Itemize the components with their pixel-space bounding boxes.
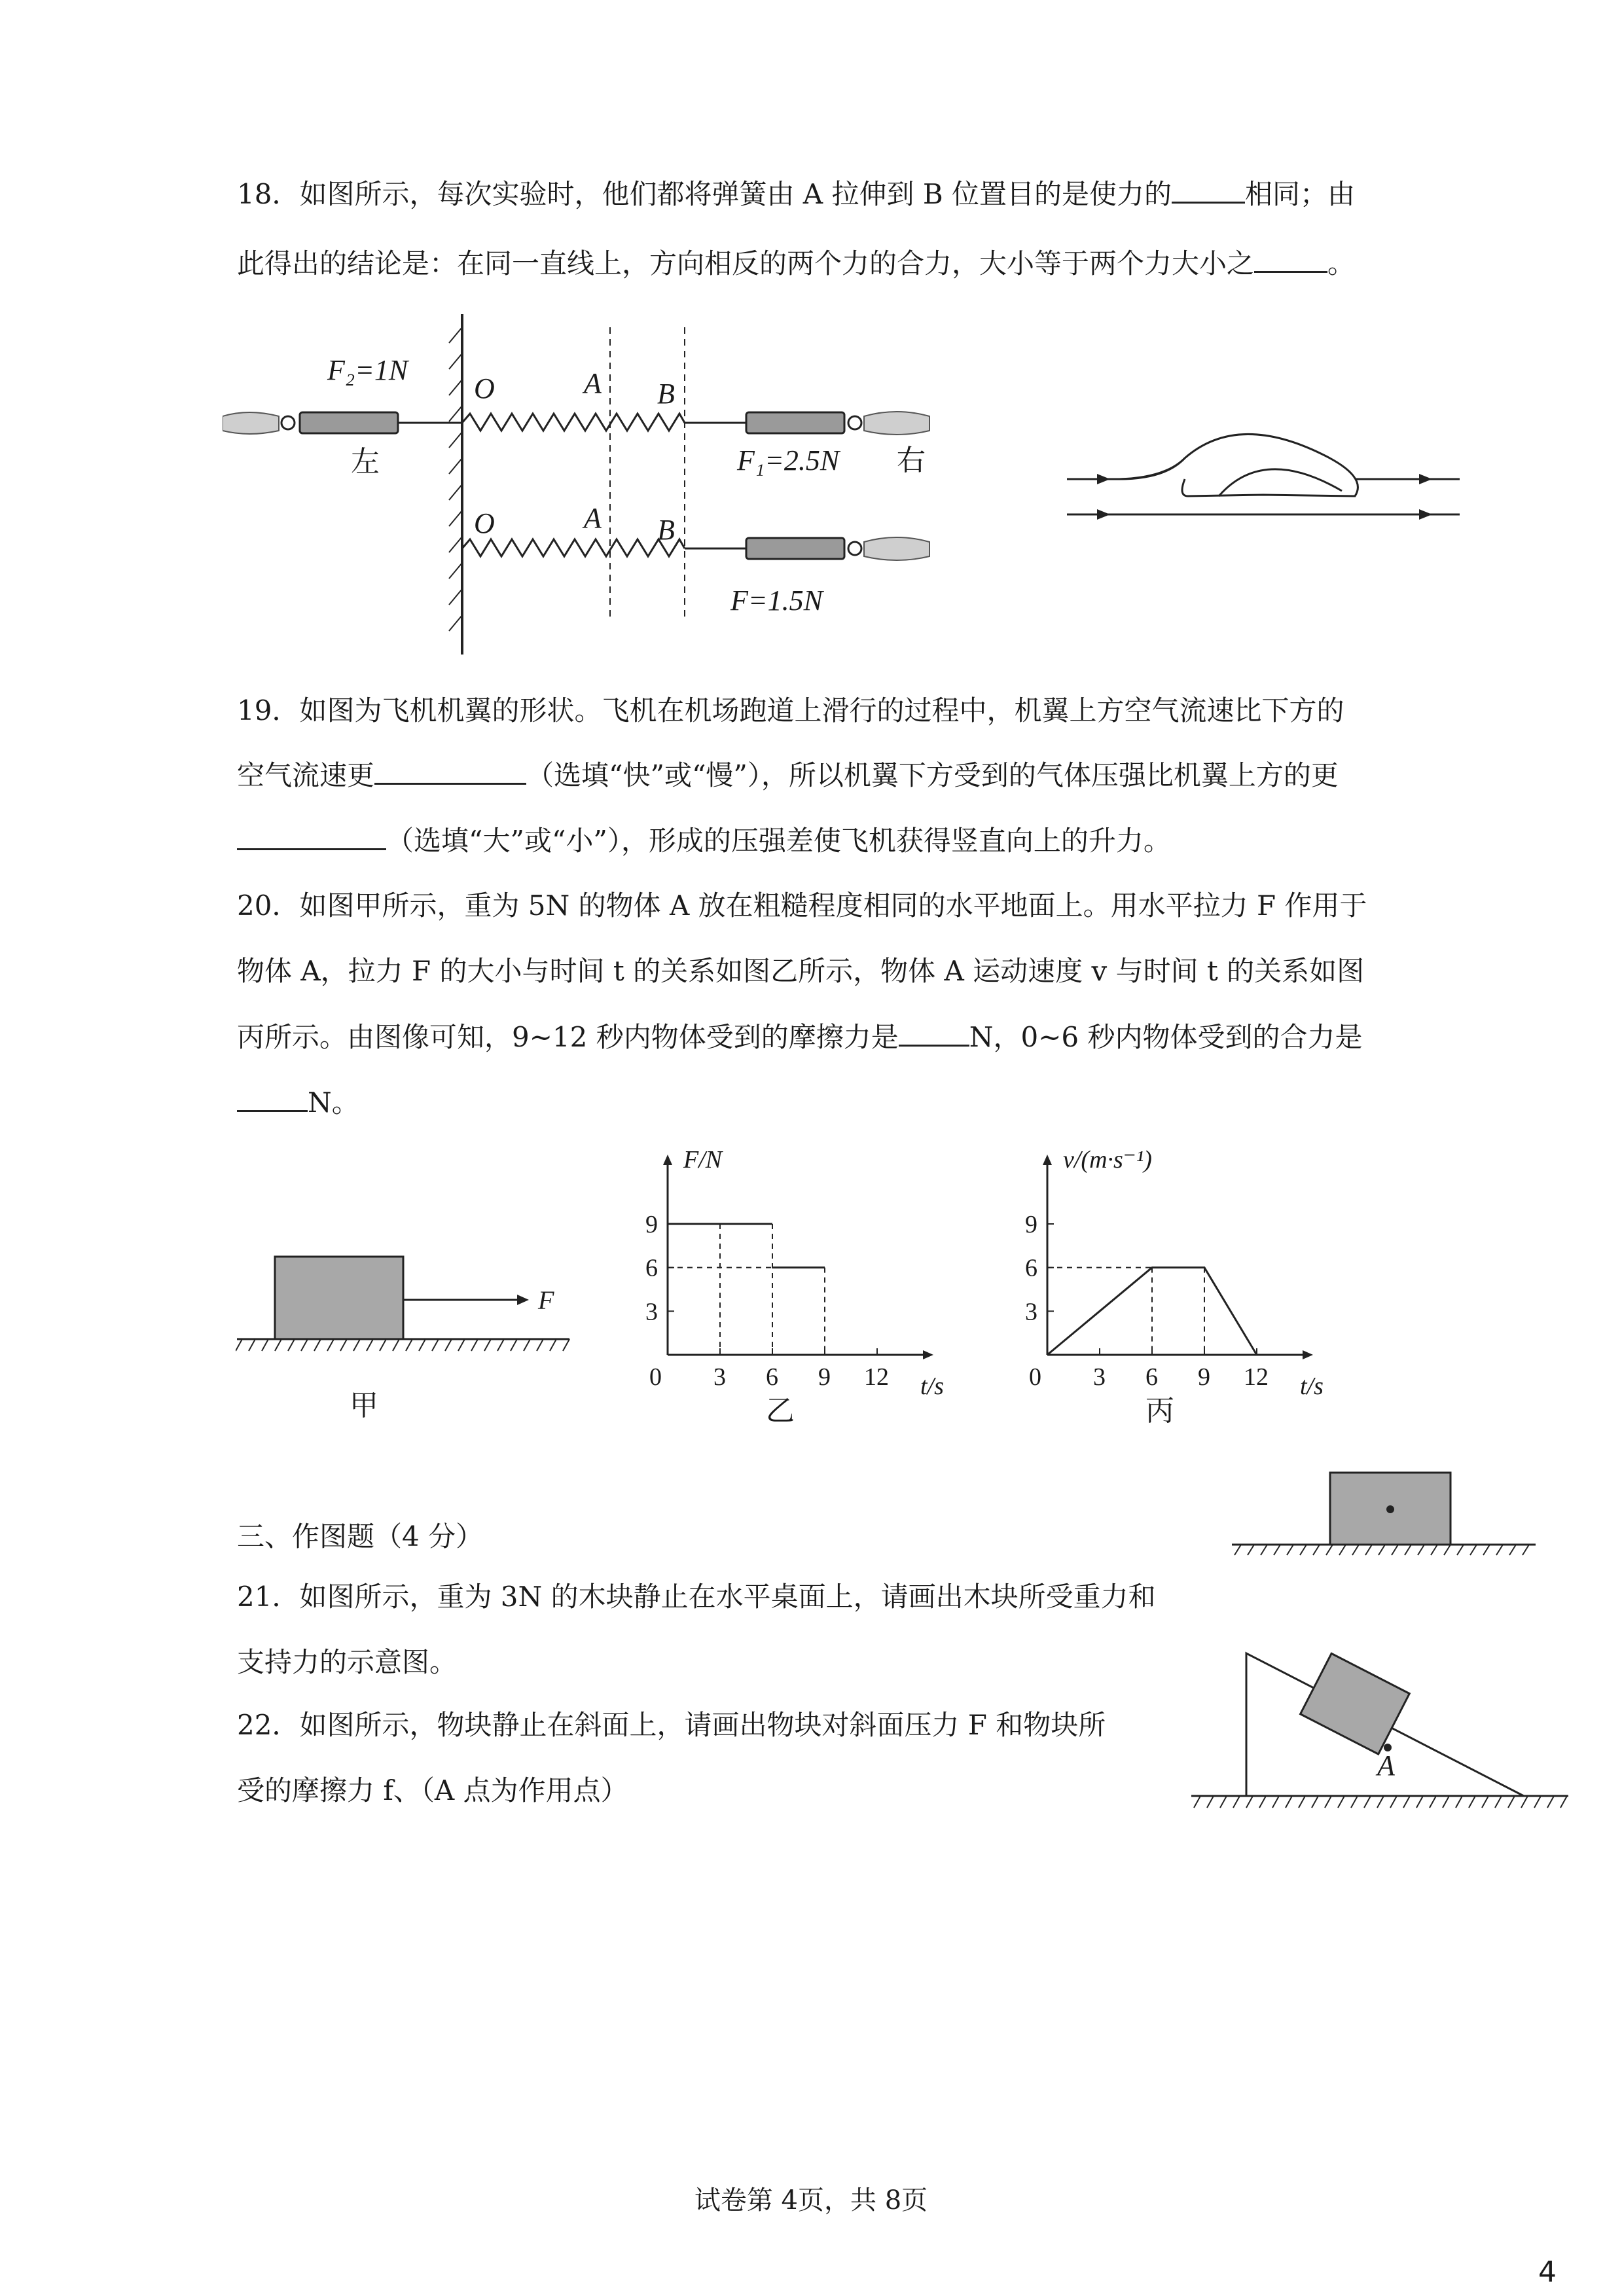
spring-experiment-figure — [223, 301, 956, 668]
y-axis-arrow — [1043, 1155, 1052, 1165]
x-tick-label: 0 — [1029, 1363, 1041, 1391]
chart-caption: 乙 — [766, 1395, 795, 1427]
q21-line2 — [237, 1644, 457, 1681]
q22-text-2: 受的摩擦力 f、（A 点为作用点） — [237, 1774, 628, 1806]
q22-text-1: 22．如图所示，物块静止在斜面上，请画出物块对斜面压力 F 和物块所 — [237, 1709, 1106, 1741]
caption-jia: 甲 — [350, 1390, 378, 1422]
x-tick-label: 0 — [649, 1363, 662, 1391]
q20-line1 — [237, 888, 1367, 924]
b-label-bottom: B — [657, 514, 675, 546]
y-tick-label: 3 — [645, 1298, 658, 1326]
y-axis-label: F/N — [683, 1146, 723, 1174]
q19-text-2b: （选填“快”或“慢”），所以机翼下方受到的气体压强比机翼上方的更 — [526, 759, 1339, 791]
figure-jia — [236, 1244, 589, 1427]
left-label: 左 — [351, 446, 380, 478]
q20-blank-1[interactable] — [899, 1018, 969, 1047]
q20-text-1: 20．如图甲所示，重为 5N 的物体 A 放在粗糙程度相同的水平地面上。用水平拉力 F 作用于 — [237, 889, 1367, 922]
q20-text-2: 物体 A，拉力 F 的大小与时间 t 的关系如图乙所示，物体 A 运动速度 v 与时间 t 的关系如图 — [237, 955, 1365, 987]
q18-blank-2[interactable] — [1254, 245, 1327, 273]
f1-label: F₁=2.5N — [737, 444, 840, 476]
incline-block — [1301, 1653, 1410, 1754]
page-footer: 试卷第 4页，共 8页 — [694, 2185, 928, 2215]
x-axis-arrow — [1303, 1350, 1313, 1359]
figure-q22 — [1191, 1636, 1571, 1833]
q22-line2 — [237, 1772, 628, 1809]
center-dot — [1386, 1505, 1394, 1513]
q20-text-3a: 丙所示。由图像可知，9~12 秒内物体受到的摩擦力是 — [237, 1021, 899, 1053]
q20-line4 — [237, 1084, 359, 1121]
chart-yi — [628, 1139, 995, 1427]
x-tick-label: 3 — [713, 1363, 726, 1391]
q18-text-1b: 相同；由 — [1245, 178, 1356, 210]
chart-bing — [1008, 1139, 1401, 1427]
q18-blank-1[interactable] — [1172, 175, 1245, 204]
y-tick-label: 9 — [645, 1211, 658, 1238]
x-tick-label: 9 — [818, 1363, 831, 1391]
q20-text-4b: N。 — [308, 1086, 359, 1119]
q19-text-3b: （选填“大”或“小”），形成的压强差使飞机获得竖直向上的升力。 — [386, 825, 1171, 857]
block-a — [275, 1257, 403, 1339]
a-label-top: A — [584, 367, 602, 399]
figure-q21 — [1231, 1466, 1538, 1558]
f2-label: F₂=1N — [327, 354, 408, 386]
q18-line2 — [237, 245, 1355, 282]
x-tick-label: 3 — [1093, 1363, 1106, 1391]
y-tick-label: 6 — [645, 1254, 658, 1282]
q19-blank-2[interactable] — [237, 822, 386, 850]
q20-text-3b: N，0~6 秒内物体受到的合力是 — [969, 1021, 1363, 1053]
wing-figure — [1067, 419, 1460, 537]
q19-text-1: 19．如图为飞机机翼的形状。飞机在机场跑道上滑行的过程中，机翼上方空气流速比下方的 — [237, 694, 1344, 726]
q18-text-2b: 。 — [1327, 247, 1356, 279]
q20-line2 — [237, 953, 1364, 990]
o-label-bottom: O — [474, 507, 495, 539]
x-tick-label: 6 — [766, 1363, 778, 1391]
q21-text-1: 21．如图所示，重为 3N 的木块静止在水平桌面上，请画出木块所受重力和 — [237, 1581, 1156, 1613]
y-axis-label: v/(m·s⁻¹) — [1063, 1146, 1152, 1174]
q20-blank-2[interactable] — [237, 1084, 308, 1112]
q21-text-2: 支持力的示意图。 — [237, 1646, 458, 1678]
q19-blank-1[interactable] — [374, 757, 526, 785]
q18-text-2a: 此得出的结论是：在同一直线上，方向相反的两个力的合力，大小等于两个力大小之 — [237, 247, 1255, 279]
q19-line2 — [237, 757, 1339, 794]
x-axis-label: t/s — [1300, 1372, 1324, 1400]
x-tick-label: 9 — [1198, 1363, 1210, 1391]
chart-caption: 丙 — [1145, 1395, 1174, 1427]
section3-title: 三、作图题（4 分） — [237, 1520, 484, 1552]
a-label-bottom: A — [584, 502, 602, 534]
f-label: F=1.5N — [730, 584, 823, 617]
q19-line1 — [237, 692, 1344, 729]
x-tick-label: 12 — [864, 1363, 889, 1391]
force-f-label: F — [538, 1285, 554, 1315]
point-a-label: A — [1377, 1749, 1395, 1782]
x-tick-label: 6 — [1145, 1363, 1158, 1391]
q19-line3 — [237, 822, 1171, 859]
x-axis-label: t/s — [920, 1372, 944, 1400]
x-axis-arrow — [923, 1350, 933, 1359]
q19-text-2a: 空气流速更 — [237, 759, 375, 791]
corner-page-number: 4 — [1538, 2255, 1557, 2289]
q20-line3 — [237, 1018, 1362, 1056]
x-tick-label: 12 — [1244, 1363, 1269, 1391]
q21-line1 — [237, 1579, 1156, 1615]
b-label-top: B — [657, 378, 675, 410]
y-tick-label: 9 — [1025, 1211, 1037, 1238]
q18-line1 — [237, 175, 1355, 213]
q18-text-1a: 18．如图所示，每次实验时，他们都将弹簧由 A 拉伸到 B 位置目的是使力的 — [237, 178, 1172, 210]
right-label: 右 — [897, 444, 926, 476]
y-tick-label: 6 — [1025, 1254, 1037, 1282]
q22-line1 — [237, 1707, 1106, 1744]
o-label-top: O — [474, 372, 495, 404]
y-axis-arrow — [663, 1155, 672, 1165]
y-tick-label: 3 — [1025, 1298, 1037, 1326]
